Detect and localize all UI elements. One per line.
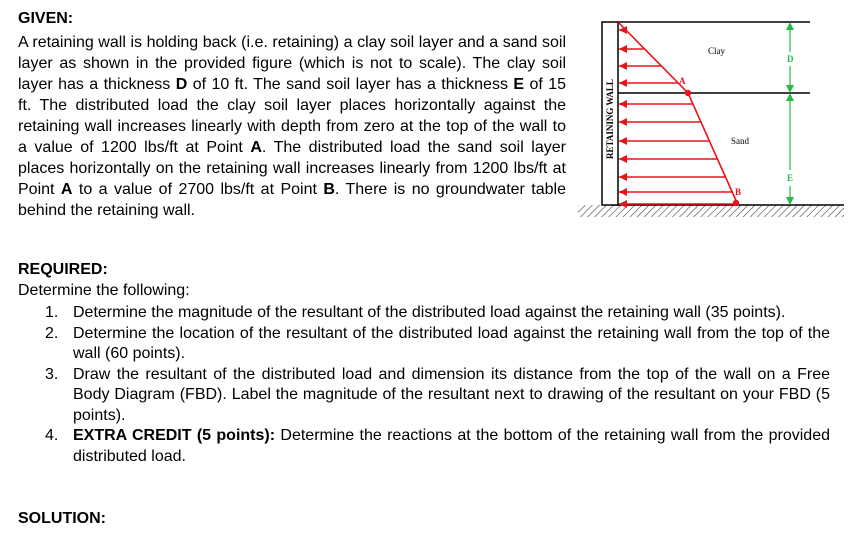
- given-text-1: A retaining wall is holding back (i.e. retaining) a clay soil layer and a sand soil layer as shown in the provided figure (which is not to scale). The clay soil layer has a thickness: [18, 34, 566, 93]
- sand-label: Sand: [731, 136, 749, 146]
- given-text-3: of 15 ft. The distributed load the clay soil layer places horizontally against the retaining wall increases linearly with depth from zero at the top of the wall to a value of 1200 lbs/ft at Point: [18, 76, 567, 156]
- item-text: Determine the magnitude of the resultant of the distributed load against the retaining wall (35 points).: [73, 304, 786, 321]
- var-d: D: [175, 76, 188, 93]
- given-text-6: . There is no groundwater table behind the retaining wall.: [18, 181, 567, 219]
- clay-label: Clay: [708, 46, 725, 56]
- load-arrow-head: [619, 45, 627, 53]
- load-arrow-head: [619, 118, 627, 126]
- extra-credit-label: EXTRA CREDIT (5 points):: [73, 427, 276, 444]
- load-arrow-head: [619, 79, 627, 87]
- point-b-label: B: [735, 187, 742, 197]
- given-text-4: . The distributed load the sand soil layer places horizontally on the retaining wall increases linearly from 1200 lbs/ft at Point: [18, 139, 566, 198]
- load-arrow-head: [619, 100, 627, 108]
- point-a-ref-2: A: [60, 181, 73, 198]
- dimension-e: [786, 93, 794, 205]
- point-b-ref: B: [323, 181, 335, 198]
- item-number: 2.: [45, 324, 59, 342]
- load-arrow-head: [619, 155, 627, 163]
- solution-heading: SOLUTION:: [18, 510, 106, 527]
- required-item: [18, 303, 830, 324]
- retaining-wall-figure: [578, 14, 844, 226]
- dim-e-label: E: [787, 173, 794, 183]
- item-number: 3.: [45, 365, 59, 383]
- point-a-ref: A: [250, 139, 262, 156]
- required-heading: REQUIRED:: [18, 261, 108, 278]
- item-number: 4.: [45, 427, 59, 444]
- wall-label: RETAINING WALL: [605, 79, 615, 159]
- point-b-marker: [733, 200, 739, 206]
- dim-d-label: D: [787, 54, 794, 64]
- given-paragraph: [18, 32, 566, 221]
- required-intro: Determine the following:: [18, 282, 190, 299]
- load-arrow-head: [619, 137, 627, 145]
- ground-hatch: [578, 205, 844, 217]
- required-list: [18, 303, 830, 467]
- point-a-label: A: [679, 76, 686, 86]
- given-heading: GIVEN:: [18, 10, 74, 27]
- item-text: Determine the location of the resultant of the distributed load against the retaining wall from the top of the wall (60 points).: [73, 324, 830, 362]
- required-item: [18, 426, 830, 467]
- point-a-marker: [685, 90, 691, 96]
- given-text-5: to a value of 2700 lbs/ft at Point: [72, 181, 324, 198]
- required-item: [18, 365, 830, 427]
- load-arrow-head: [619, 188, 627, 196]
- item-number: 1.: [45, 304, 59, 321]
- item-text: Determine the reactions at the bottom of the retaining wall from the provided distributed load.: [73, 427, 830, 465]
- required-item: [18, 324, 830, 365]
- given-text-2: of 10 ft. The sand soil layer has a thickness: [187, 76, 514, 93]
- load-arrow-head: [619, 62, 627, 70]
- var-e: E: [513, 76, 525, 93]
- item-text: Draw the resultant of the distributed load and dimension its distance from the top of the wall on a Free Body Diagram (FBD). Label the magnitude of the resultant next to drawing of the resultant on your FBD (5 points).: [73, 365, 830, 424]
- load-arrow-head: [619, 173, 627, 181]
